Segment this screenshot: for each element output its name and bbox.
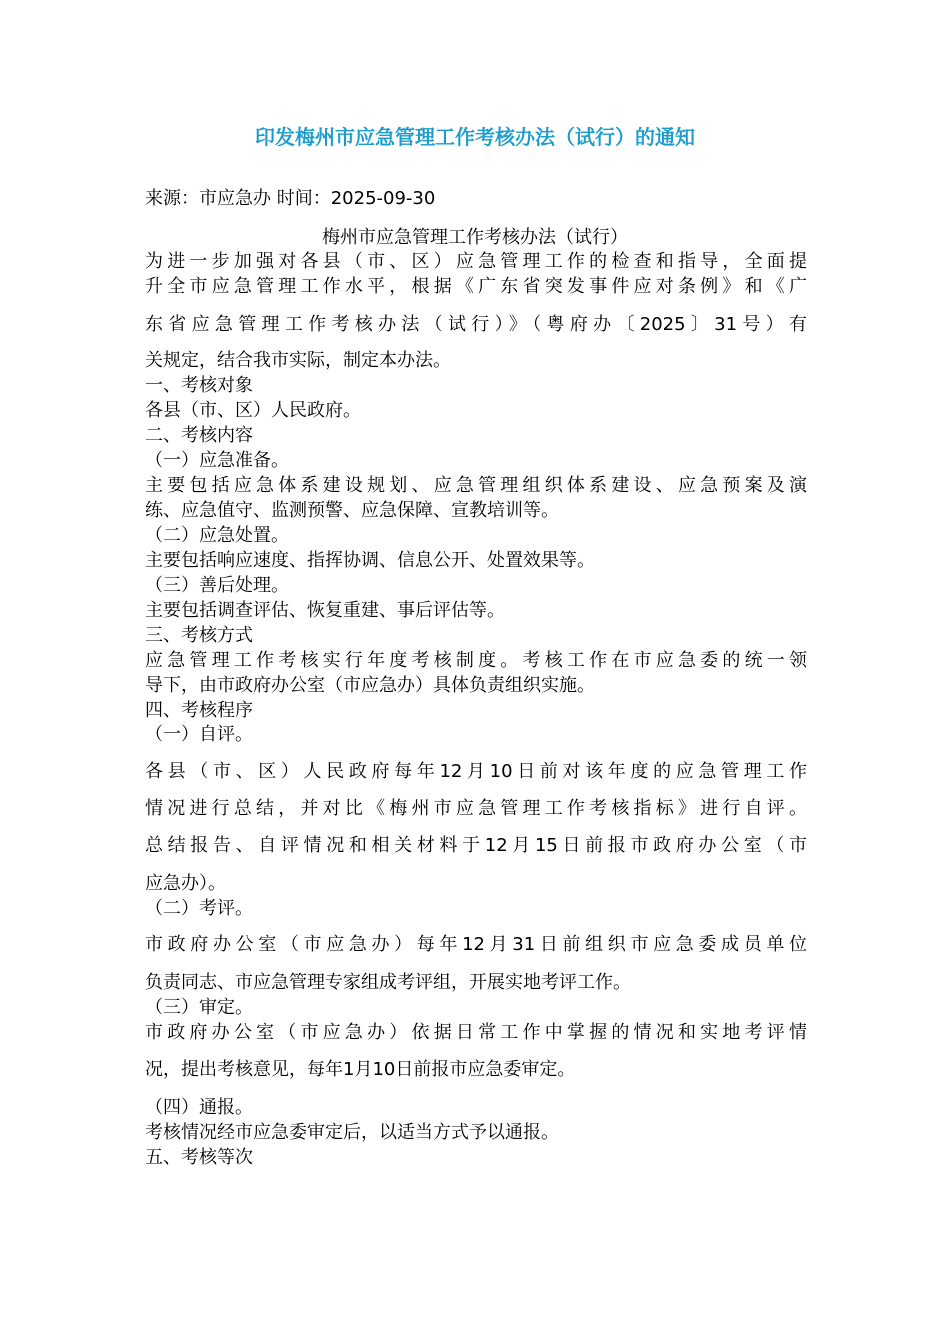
body-line: 为进一步加强对各县（市、区）应急管理工作的检查和指导，全面提 xyxy=(145,251,807,272)
sub-heading: （二）应急处置。 xyxy=(145,525,289,546)
body-line: 导下，由市政府办公室（市应急办）具体负责组织实施。 xyxy=(145,675,595,696)
body-line: 应急办）。 xyxy=(145,873,226,894)
body-line: 主要包括响应速度、指挥协调、信息公开、处置效果等。 xyxy=(145,550,595,571)
body-line: 东省应急管理工作考核办法（试行）》（粤府办〔2025〕31号）有 xyxy=(145,314,807,335)
body-line: 应急管理工作考核实行年度考核制度。考核工作在市应急委的统一领 xyxy=(145,650,807,671)
body-line: 总结报告、自评情况和相关材料于12月15日前报市政府办公室（市 xyxy=(145,835,807,856)
body-line: 况，提出考核意见，每年1月10日前报市应急委审定。 xyxy=(145,1059,576,1080)
sub-heading: （二）考评。 xyxy=(145,898,253,919)
section-heading: 二、考核内容 xyxy=(145,425,253,446)
body-line: 市政府办公室（市应急办）依据日常工作中掌握的情况和实地考评情 xyxy=(145,1022,807,1043)
sub-heading: （一）应急准备。 xyxy=(145,450,289,471)
document-title: 印发梅州市应急管理工作考核办法（试行）的通知 xyxy=(255,125,695,149)
body-line: 负责同志、市应急管理专家组成考评组，开展实地考评工作。 xyxy=(145,972,631,993)
body-line: 情况进行总结，并对比《梅州市应急管理工作考核指标》进行自评。 xyxy=(145,798,807,819)
source-date-line: 来源：市应急办 时间：2025-09-30 xyxy=(145,188,436,209)
section-heading: 四、考核程序 xyxy=(145,700,253,721)
body-line: 市政府办公室（市应急办）每年12月31日前组织市应急委成员单位 xyxy=(145,934,807,955)
body-line: 各县（市、区）人民政府。 xyxy=(145,400,361,421)
body-line: 升全市应急管理工作水平，根据《广东省突发事件应对条例》和《广 xyxy=(145,276,807,297)
sub-heading: （一）自评。 xyxy=(145,724,253,745)
body-line: 关规定，结合我市实际，制定本办法。 xyxy=(145,350,451,371)
section-heading: 五、考核等次 xyxy=(145,1147,253,1168)
body-line: 考核情况经市应急委审定后，以适当方式予以通报。 xyxy=(145,1122,559,1143)
section-heading: 一、考核对象 xyxy=(145,375,253,396)
body-line: 各县（市、区）人民政府每年12月10日前对该年度的应急管理工作 xyxy=(145,761,807,782)
body-line: 主要包括应急体系建设规划、应急管理组织体系建设、应急预案及演 xyxy=(145,475,807,496)
body-line: 练、应急值守、监测预警、应急保障、宣教培训等。 xyxy=(145,500,559,521)
section-heading: 三、考核方式 xyxy=(145,625,253,646)
sub-heading: （三）善后处理。 xyxy=(145,575,289,596)
body-line: 主要包括调查评估、恢复重建、事后评估等。 xyxy=(145,600,505,621)
document-subtitle: 梅州市应急管理工作考核办法（试行） xyxy=(322,227,628,248)
sub-heading: （三）审定。 xyxy=(145,997,253,1018)
sub-heading: （四）通报。 xyxy=(145,1097,253,1118)
